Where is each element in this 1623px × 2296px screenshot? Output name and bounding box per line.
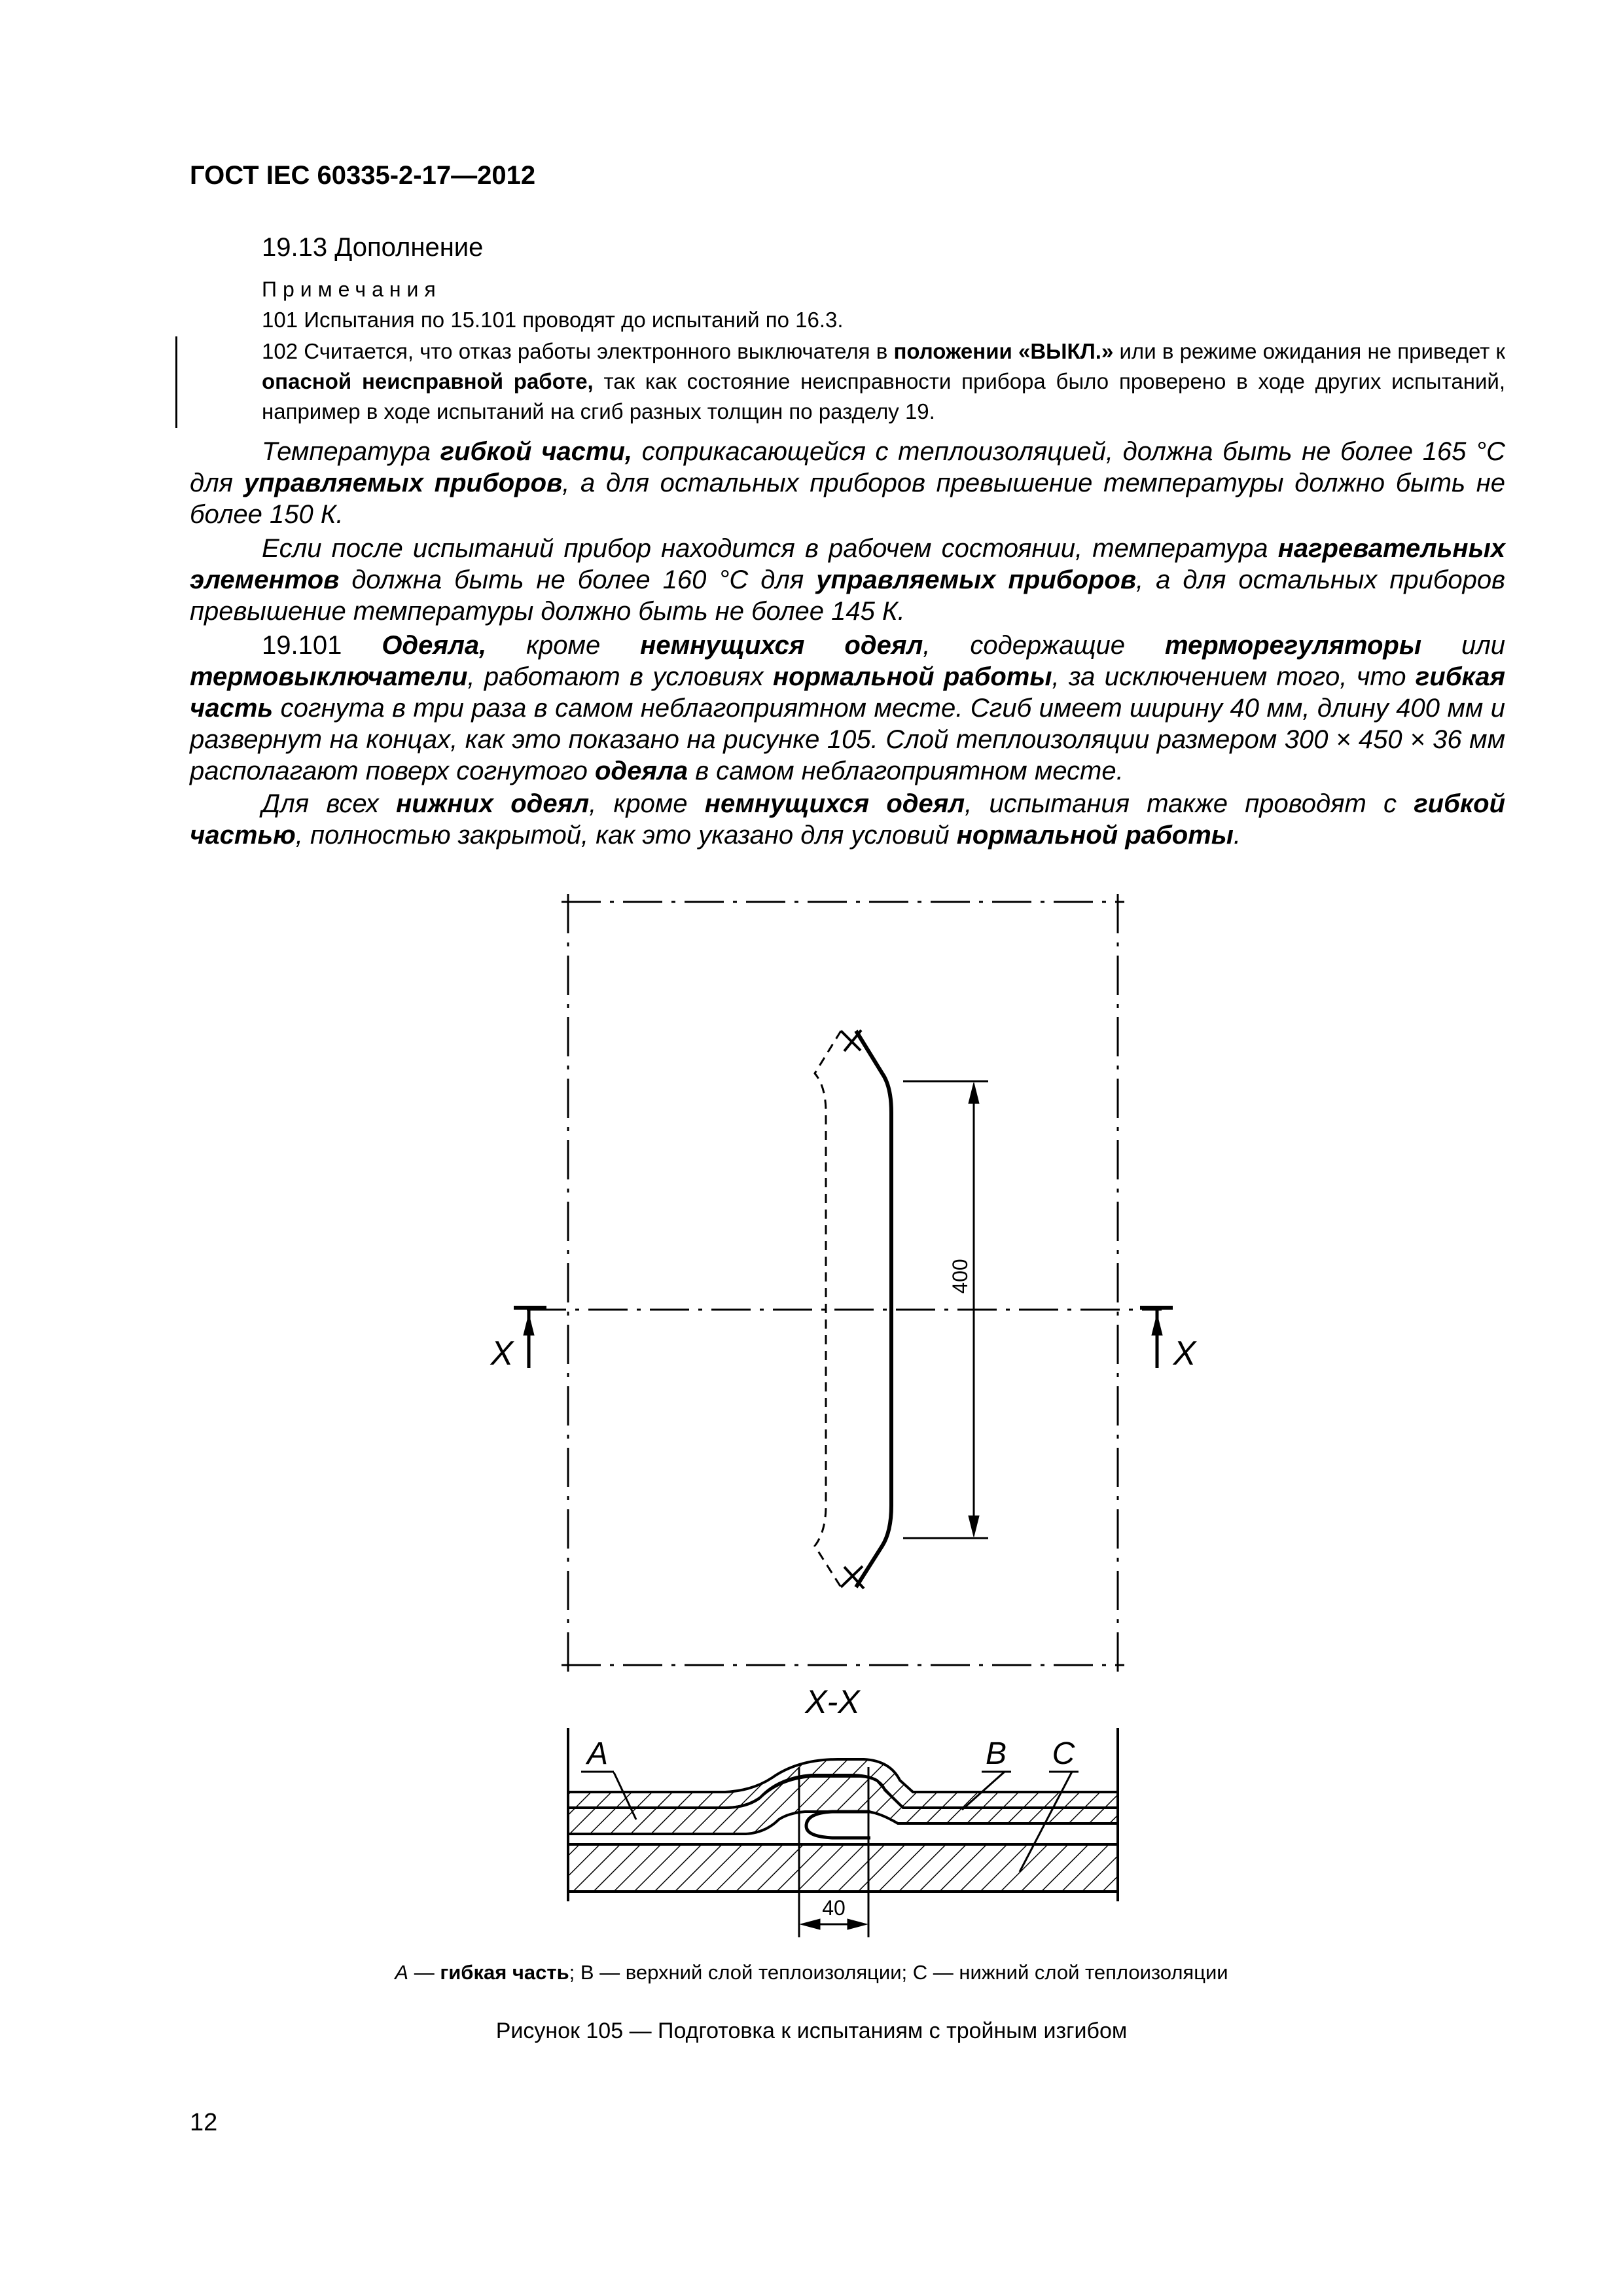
document-header: ГОСТ IEC 60335-2-17—2012 <box>190 161 536 190</box>
dimension-40-label: 40 <box>822 1896 846 1920</box>
section-label-left: X <box>490 1335 514 1372</box>
note-102: 102 Считается, что отказ работы электронного выключателя в положении «ВЫКЛ.» или в режиме ожидания не приведет к опасной неисправной работе, так как состояние неисправности прибора было проверено в ходе других испытаний, например в ходе испытаний на сгиб разных толщин по разделу 19. <box>262 339 1506 423</box>
clause-number: 19.101 <box>262 631 342 660</box>
section-19-13: 19.13 Дополнение <box>262 233 484 262</box>
section-title: X-X <box>805 1683 860 1720</box>
section-marker-right <box>1140 1308 1173 1368</box>
note-101: 101 Испытания по 15.101 проводят до испытаний по 16.3. <box>262 308 844 332</box>
plan-view <box>527 894 1162 1673</box>
lower-insulation <box>568 1844 1118 1892</box>
paragraph-temperature-flexible: Температура гибкой части, соприкасающейся с теплоизоляцией, должна быть не более 165 °С для управляемых приборов, а для остальных приборов превышение температуры должно быть не более 150 К. <box>190 437 1506 529</box>
cross-section <box>568 1728 1118 1901</box>
label-a: A <box>586 1736 609 1771</box>
section-marker-left <box>514 1308 546 1368</box>
figure-caption: Рисунок 105 — Подготовка к испытаниям с тройным изгибом <box>495 2018 1128 2043</box>
section-label-right: X <box>1173 1335 1196 1372</box>
page-number: 12 <box>190 2109 218 2136</box>
fold-loop <box>806 1812 870 1838</box>
paragraph-temperature-heating: Если после испытаний прибор находится в рабочем состоянии, температура нагревательных элементов должна быть не более 160 °С для управляемых приборов, а для остальных приборов превышение температуры должно быть не более 145 К. <box>190 534 1505 626</box>
dimension-400-label: 400 <box>948 1259 972 1294</box>
label-b: B <box>985 1736 1007 1771</box>
notes-title: Примечания <box>262 278 442 301</box>
label-c: C <box>1052 1736 1075 1771</box>
figure-legend: A — гибкая часть; B — верхний слой теплоизоляции; C — нижний слой теплоизоляции <box>395 1961 1228 1984</box>
paragraph-underblankets: Для всех нижних одеял, кроме немнущихся одеял, испытания также проводят с гибкой частью, полностью закрытой, как это указано для условий нормальной работы. <box>190 789 1506 850</box>
paragraph-19-101: 19.101 Одеяла, кроме немнущихся одеял, содержащие терморегуляторы или термовыключатели, работают в условиях нормальной работы, за исключением того, что гибкая часть согнута в три раза в самом неблагоприятном месте. Сгиб имеет ширину 40 мм, длину 400 мм и развернут на концах, как это показано на рисунке 105. Слой теплоизоляции размером 300 × 450 × 36 мм располагают поверх согнутого одеяла в самом неблагоприятном месте. <box>190 631 1506 785</box>
